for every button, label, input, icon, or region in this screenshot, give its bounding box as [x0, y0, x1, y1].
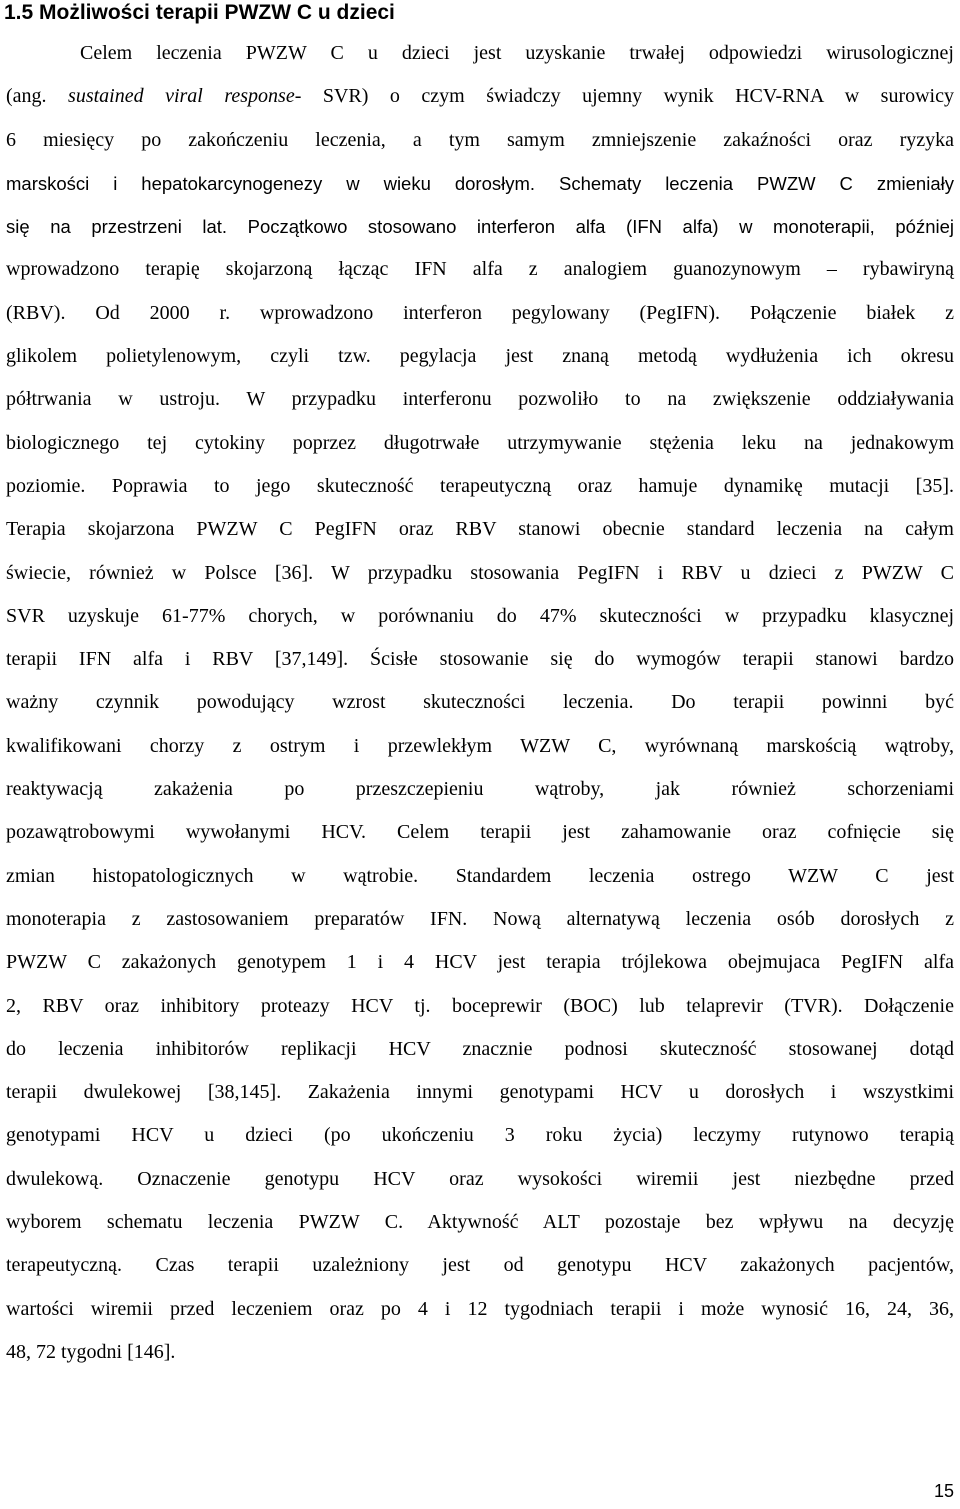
page-number: 15: [933, 1481, 954, 1501]
text-segment: 6 miesięcy po zakończeniu leczenia, a tym samym zmniejszenie zakaźności oraz ryzyka: [6, 128, 954, 151]
text-line: [6, 768, 954, 811]
text-segment: poziomie. Poprawia to jego skuteczność terapeutyczną oraz hamuje dynamikę mutacji [35].: [6, 474, 954, 497]
text-segment: reaktywacją zakażenia po przeszczepieniu wątroby, jak również schorzeniami: [6, 778, 954, 801]
text-line: [6, 898, 954, 941]
text-line: [6, 941, 954, 984]
text-segment: biologicznego tej cytokiny poprzez długotrwałe utrzymywanie stężenia leku na jednakowym: [6, 431, 954, 454]
text-segment: ważny czynnik powodujący wzrost skuteczności leczenia. Do terapii powinni być: [6, 691, 954, 714]
text-line: [6, 1201, 954, 1244]
text-line: [6, 725, 954, 768]
text-line: [6, 422, 954, 465]
text-segment: Terapia skojarzona PWZW C PegIFN oraz RBV stanowi obecnie standard leczenia na całym: [6, 518, 954, 541]
text-segment: 48, 72 tygodni [146].: [6, 1340, 176, 1363]
text-line: [6, 1158, 954, 1201]
text-line: [6, 1244, 954, 1287]
text-segment: wyborem schematu leczenia PWZW C. Aktywność ALT pozostaje bez wpływu na decyzję: [6, 1211, 954, 1234]
text-segment: Początkowo stosowano interferon alfa (IFN alfa) w monoterapii, później: [247, 216, 954, 238]
text-line: [6, 811, 954, 854]
text-line: [6, 465, 954, 508]
text-line: [6, 681, 954, 724]
text-line: [6, 1028, 954, 1071]
text-line: [6, 1331, 954, 1374]
text-segment: zmian histopatologicznych w wątrobie. Standardem leczenia ostrego WZW C jest: [6, 864, 954, 887]
text-line: [6, 595, 954, 638]
section-heading: 1.5 Możliwości terapii PWZW C u dzieci: [4, 1, 395, 24]
text-line: [6, 75, 954, 118]
text-line: [6, 1288, 954, 1331]
text-line: [6, 335, 954, 378]
text-line: [6, 1071, 954, 1114]
text-segment: wartości wiremii przed leczeniem oraz po 4 i 12 tygodniach terapii i może wynosić 16, 24, 36,: [6, 1297, 954, 1320]
text-segment: dwulekową. Oznaczenie genotypu HCV oraz wysokości wiremii jest niezbędne przed: [6, 1167, 954, 1190]
text-segment: się na przestrzeni lat.: [6, 216, 248, 238]
text-segment: (ang.: [6, 85, 69, 108]
text-segment: PWZW C zakażonych genotypem 1 i 4 HCV jest terapia trójlekowa obejmujaca PegIFN alfa: [6, 951, 954, 974]
text-line: [6, 552, 954, 595]
text-segment: terapii dwulekowej [38,145]. Zakażenia innymi genotypami HCV u dorosłych i wszystkimi: [6, 1081, 954, 1104]
text-line: [6, 638, 954, 681]
text-line: [6, 508, 954, 551]
text-segment: - SVR) o czym świadczy ujemny wynik HCV-RNA w surowicy: [294, 85, 954, 108]
text-segment: półtrwania w ustroju. W przypadku interferonu pozwoliło to na zwiększenie oddziaływania: [6, 388, 954, 411]
text-line: [6, 855, 954, 898]
text-segment: terapeutyczną. Czas terapii uzależniony jest od genotypu HCV zakażonych pacjentów,: [6, 1254, 954, 1277]
text-line: [6, 248, 954, 291]
text-line: [6, 162, 954, 205]
text-segment: świecie, również w Polsce [36]. W przypadku stosowania PegIFN i RBV u dzieci z PWZW C: [6, 561, 954, 584]
text-segment: (RBV). Od 2000 r. wprowadzono interferon pegylowany (PegIFN). Połączenie białek z: [6, 301, 954, 324]
text-segment: genotypami HCV u dzieci (po ukończeniu 3 roku życia) leczymy rutynowo terapią: [6, 1124, 954, 1147]
text-segment: Schematy leczenia PWZW C zmieniały: [558, 172, 954, 194]
text-segment: monoterapia z zastosowaniem preparatów IFN. Nową alternatywą leczenia osób dorosłych z: [6, 907, 954, 930]
text-segment: wprowadzono terapię skojarzoną łącząc IFN alfa z analogiem guanozynowym – rybawiryną: [6, 258, 954, 281]
text-line: [6, 119, 954, 162]
text-line: [6, 1114, 954, 1157]
text-line: [6, 205, 954, 248]
text-segment: pozawątrobowymi wywołanymi HCV. Celem terapii jest zahamowanie oraz cofnięcie się: [6, 821, 954, 844]
text-segment: marskości i hepatokarcynogenezy w wieku dorosłym.: [6, 172, 559, 194]
text-segment: kwalifikowani chorzy z ostrym i przewlekłym WZW C, wyrównaną marskością wątroby,: [6, 734, 954, 757]
english-term: sustained viral response: [68, 85, 295, 108]
text-line: [6, 292, 954, 335]
text-segment: do leczenia inhibitorów replikacji HCV znacznie podnosi skuteczność stosowanej dotąd: [6, 1037, 954, 1060]
text-line: [6, 985, 954, 1028]
text-segment: Celem leczenia PWZW C u dzieci jest uzyskanie trwałej odpowiedzi wirusologicznej: [80, 42, 954, 64]
text-segment: terapii IFN alfa i RBV [37,149]. Ścisłe stosowanie się do wymogów terapii stanowi bardzo: [6, 648, 954, 671]
text-segment: SVR uzyskuje 61-77% chorych, w porównaniu do 47% skuteczności w przypadku klasycznej: [6, 604, 954, 627]
text-line: [6, 378, 954, 421]
text-line: [6, 32, 954, 75]
text-segment: glikolem polietylenowym, czyli tzw. pegylacja jest znaną metodą wydłużenia ich okresu: [6, 345, 954, 368]
body-text: [6, 32, 954, 1374]
text-segment: 2, RBV oraz inhibitory proteazy HCV tj. boceprewir (BOC) lub telaprevir (TVR). Dołączenie: [6, 994, 954, 1017]
